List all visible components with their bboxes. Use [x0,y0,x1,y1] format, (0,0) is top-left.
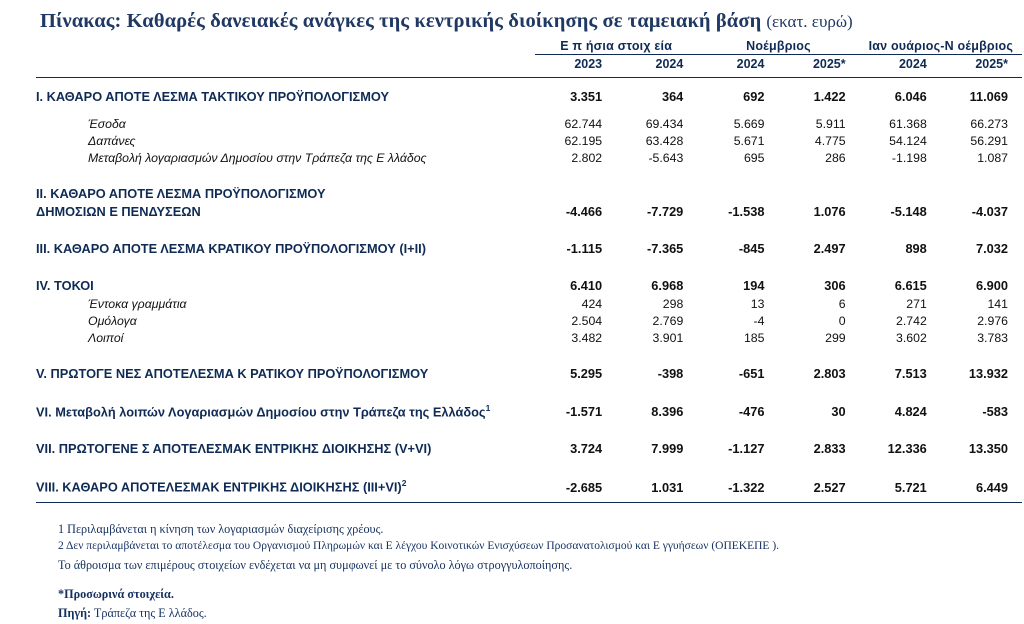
table-row [36,132,1022,149]
row-value: 7.032 [975,241,1008,256]
row-value: 7.999 [651,441,684,457]
row-value: -7.729 [647,204,684,219]
row-label: Λοιποί [88,331,124,345]
table-row [36,78,1022,107]
table-row [36,467,1022,496]
footnote-3: Το άθροισμα των επιμέρους στοιχείων ενδέχεται να μη συμφωνεί με το σύνολο λόγω στρογγυλοποίησης. [58,558,573,573]
row-value: -7.365 [647,241,684,256]
row-value: 62.744 [564,117,603,131]
table-row [36,115,1022,132]
row-value [941,175,1022,203]
year-header-6: 2025* [975,57,1008,71]
source-label: Πηγή: [58,606,92,621]
row-value: -4.037 [971,204,1008,219]
row-spacer [36,458,1022,467]
row-value: -1.571 [565,404,603,420]
row-value: -4 [753,314,765,328]
footnote-ref: 2 [401,478,407,489]
row-value: 8.396 [651,404,684,420]
table-row [36,430,1022,458]
row-spacer [36,106,1022,115]
row-value: 2.976 [977,314,1008,328]
row-value: 66.273 [970,117,1008,131]
row-value: 54.124 [889,134,927,148]
row-value: 13.350 [968,441,1008,457]
row-value: 2.833 [813,441,846,457]
row-label: VII. ΠΡΩΤΟΓΕΝΕ Σ ΑΠΟΤΕΛΕΣΜΑΚ ΕΝΤΡΙΚΗΣ ΔΙΟΙΚΗΣΗΣ (V+VI) [36,441,432,457]
table-header-groups [36,39,1022,55]
row-value: 13.932 [968,366,1008,381]
table-header-years [36,55,1022,75]
table-body [36,78,1022,506]
table-row [36,149,1022,166]
row-label: ΙΙ. ΚΑΘΑΡΟ ΑΠΟΤΕ ΛΕΣΜΑ ΠΡΟΫΠΟΛΟΓΙΣΜΟΥ [36,186,326,201]
row-value: -476 [738,404,765,420]
row-value: 6.900 [975,278,1008,293]
row-value: -1.198 [891,151,927,165]
row-value: 1.087 [977,151,1008,165]
year-header-5: 2024 [898,57,927,71]
row-label: Μεταβολή λογαριασμών Δημοσίου στην Τράπεζα της Ε λλάδος [88,151,427,165]
row-value: 2.527 [813,479,846,495]
footnote-provisional: *Προσωρινά στοιχεία. [58,587,174,602]
row-label [36,392,535,421]
row-label: ΙV. ΤΟΚΟΙ [36,278,94,293]
group-header-jan-nov: Ιαν ουάριος-Ν οέμβριος [860,39,1022,55]
source-value: Τράπεζα της Ε λλάδος. [93,606,207,621]
row-value: -845 [738,241,765,256]
row-value: -1.127 [728,441,765,457]
row-value: 5.671 [733,134,765,148]
row-value: -1.322 [728,479,765,495]
table-header [36,39,1022,78]
row-value: 62.195 [564,134,603,148]
row-value: 695 [743,151,765,165]
row-value: 2.803 [813,366,846,381]
row-value: 5.911 [815,117,846,131]
row-value: 30 [831,404,846,420]
row-value: 3.724 [570,441,603,457]
row-value: -398 [657,366,684,381]
footnote-ref: 1 [485,403,491,413]
row-value: 3.901 [652,331,684,345]
row-spacer [36,166,1022,175]
row-value: 194 [743,278,765,293]
table-row [36,175,1022,203]
table-row [36,355,1022,383]
row-value: 141 [987,297,1008,311]
row-value: 3.783 [977,331,1008,345]
row-value: 4.824 [894,404,927,420]
row-value: 2.504 [571,314,603,328]
row-spacer [36,421,1022,430]
row-value: 7.513 [894,366,927,381]
row-value: 298 [662,297,684,311]
row-label: Έντοκα γραμμάτια [88,297,187,311]
footnotes [58,520,1006,623]
year-header-3: 2024 [736,57,765,71]
footnote-gap [58,575,1006,585]
row-value: 5.295 [570,366,603,381]
row-value: 1.031 [651,479,684,495]
row-value: 286 [825,151,846,165]
row-value: 5.721 [894,479,927,495]
year-header-2: 2024 [655,57,684,71]
row-value [860,175,941,203]
row-value: 1.422 [813,89,846,104]
row-value: 6.615 [894,278,927,293]
row-value: 271 [906,297,927,311]
row-label: Ομόλογα [88,314,137,328]
year-header-4: 2025* [812,57,846,71]
table-row [36,203,1022,221]
row-spacer [36,346,1022,355]
row-value: 2.742 [896,314,927,328]
row-value: -583 [982,404,1008,420]
row-label: ΙΙΙ. ΚΑΘΑΡΟ ΑΠΟΤΕ ΛΕΣΜΑ ΚΡΑΤΙΚΟΥ ΠΡΟΫΠΟΛΟΓΙΣΜΟΥ (Ι+ΙΙ) [36,241,426,256]
table-row [36,295,1022,312]
row-value: 63.428 [645,134,684,148]
group-header-november: Νοέμβριος [697,39,859,55]
table-row [36,392,1022,421]
row-value: 61.368 [889,117,927,131]
year-header-1: 2023 [574,57,603,71]
table-row [36,329,1022,346]
page-title [22,10,1006,33]
row-value: 13 [750,297,765,311]
row-value: 2.769 [652,314,684,328]
row-value: 364 [661,89,684,104]
row-value: -5.148 [890,204,927,219]
row-spacer [36,221,1022,230]
row-value: -1.115 [566,241,603,256]
row-label [36,467,535,496]
row-value: 5.669 [733,117,765,131]
row-value: 6.449 [975,479,1008,495]
row-value: 56.291 [970,134,1008,148]
financial-table [36,39,1022,506]
row-value: 12.336 [887,441,927,457]
row-value: 424 [581,297,603,311]
row-value: -1.538 [728,204,765,219]
row-label: V. ΠΡΩΤΟΓΕ ΝΕΣ ΑΠΟΤΕΛΕΣΜΑ Κ ΡΑΤΙΚΟΥ ΠΡΟΫΠΟΛΟΓΙΣΜΟΥ [36,366,429,381]
row-value: 4.775 [814,134,846,148]
footnote-1: 1 Περιλαμβάνεται η κίνηση των λογαριασμών διαχείρισης χρέους. [58,521,384,536]
row-value: 1.076 [813,204,846,219]
row-value: -5.643 [648,151,684,165]
row-value [535,175,616,203]
table-row [36,312,1022,329]
row-label: Δαπάνες [88,134,136,148]
row-value: 2.497 [813,241,846,256]
row-value: 11.069 [969,89,1008,104]
row-value: 3.482 [571,331,603,345]
row-value: 2.802 [571,151,603,165]
row-spacer [36,258,1022,267]
page-title-units: (εκατ. ευρώ) [766,12,853,31]
row-value: 299 [825,331,846,345]
row-value: 692 [743,89,765,104]
row-label-text: VI. Μεταβολή λοιπών Λογαριασμών Δημοσίου στην Τράπεζα της Ελλάδος [36,404,486,420]
row-value: 6.046 [894,89,927,104]
footnote-2: 2 Δεν περιλαμβάνεται το αποτέλεσμα του Οργανισμού Πληρωμών και Ε λέγχου Κοινοτικών Ενισχύσεων Προσανατολισμού και Ε γγυήσεων (ΟΠΕΚΕΠΕ ). [58,540,780,553]
table-row [36,230,1022,258]
row-value: 6.410 [570,278,603,293]
row-value [778,175,859,203]
page-title-main: Πίνακας: Καθαρές δανειακές ανάγκες της κεντρικής διοίκησης σε ταμειακή βάση [40,10,762,32]
row-spacer [36,383,1022,392]
row-label: ΔΗΜΟΣΙΩΝ Ε ΠΕΝΔΥΣΕΩΝ [36,204,201,219]
row-value: 69.434 [645,117,684,131]
row-label: Έσοδα [88,117,126,131]
group-header-annual: Ε π ήσια στοιχ εία [535,39,697,55]
table-row [36,267,1022,295]
row-value [616,175,697,203]
row-label: Ι. ΚΑΘΑΡΟ ΑΠΟΤΕ ΛΕΣΜΑ ΤΑΚΤΙΚΟΥ ΠΡΟΫΠΟΛΟΓΙΣΜΟΥ [36,89,389,104]
row-label-text: VIII. ΚΑΘΑΡΟ ΑΠΟΤΕΛΕΣΜΑΚ ΕΝΤΡΙΚΗΣ ΔΙΟΙΚΗΣΗΣ (ΙΙΙ+VΙ) [36,479,402,495]
row-value: 898 [905,241,927,256]
row-value: 306 [824,278,846,293]
row-value: 3.351 [570,89,603,104]
row-value: 3.602 [896,331,927,345]
row-value: 6 [838,297,846,311]
row-value: 6.968 [651,278,684,293]
row-value: -2.685 [565,479,603,495]
table-bottom-rule [36,502,1022,506]
row-value: 185 [743,331,765,345]
source-line [58,604,1006,623]
row-value: -651 [738,366,765,381]
row-value: 0 [838,314,846,328]
row-value: -4.466 [565,204,603,219]
row-value [697,175,778,203]
